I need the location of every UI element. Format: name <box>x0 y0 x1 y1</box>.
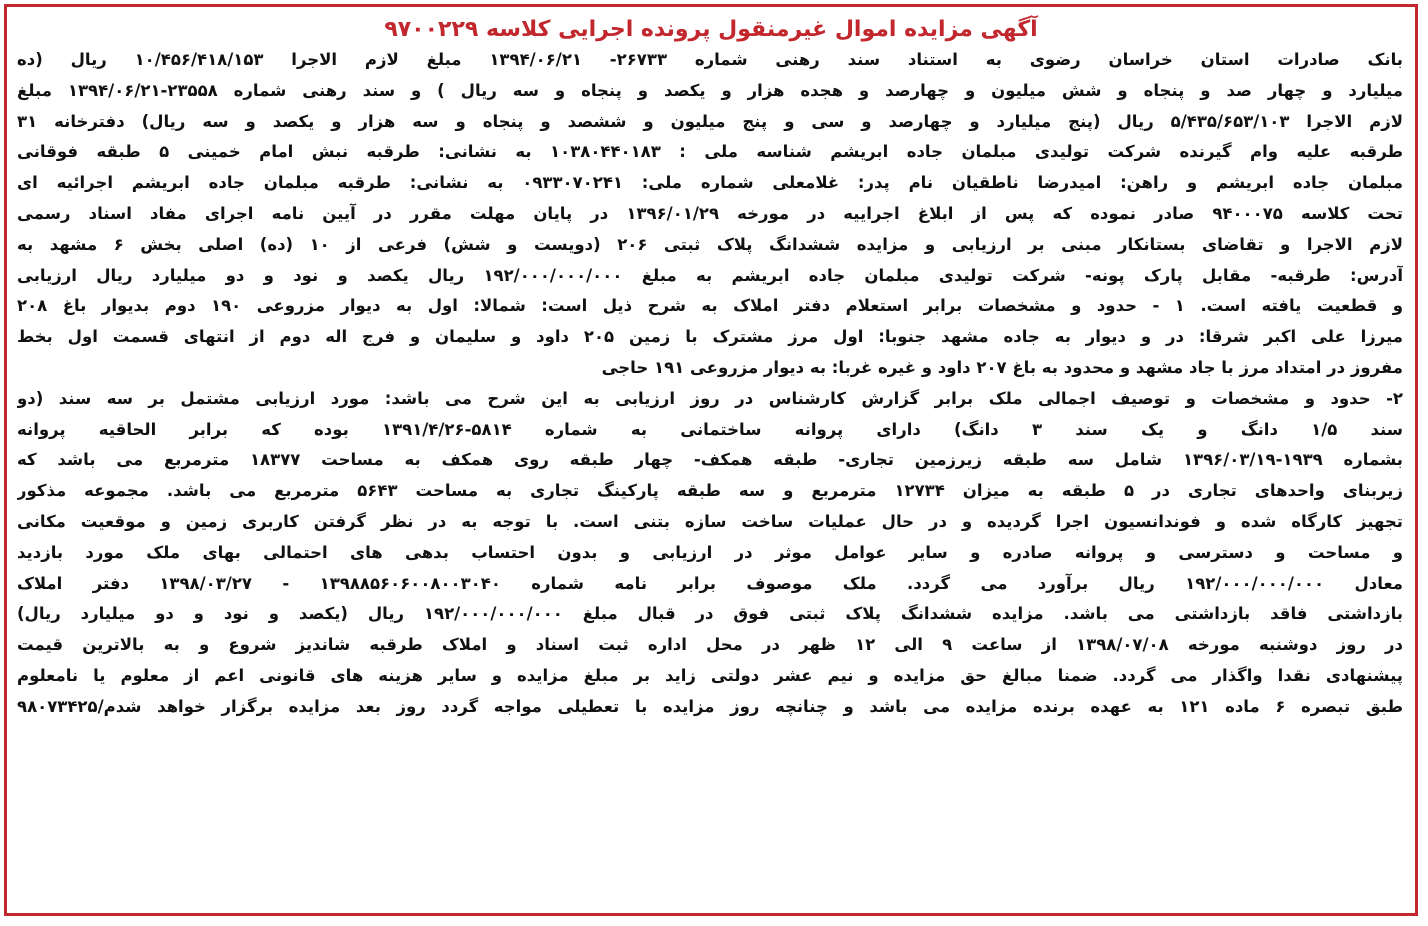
notice-body <box>7 45 1415 723</box>
notice-line-text: طبق تبصره ۶ ماده ۱۲۱ به عهده برنده مزایده می باشد و چنانچه روز مزایده با تعطیلی مواجه گردد روز بعد مزایده برگزار خواهد شد <box>115 696 1403 716</box>
notice-line: ۲- حدود و مشخصات و توصیف اجمالی ملک برابر گزارش کارشناس در روز ارزیابی به این شرح می باشد: مورد ارزیابی مشتمل بر سه سند (دو <box>17 388 1403 408</box>
notice-line: زیربنای واحدهای تجاری در ۵ طبقه به میزان ۱۲۷۳۴ مترمربع و سه طبقه پارکینگ تجاری به مساحت ۵۶۴۳ مترمربع می باشد. مجموعه مذکور <box>17 481 1403 501</box>
notice-line: آدرس: طرقبه- مقابل پارک پونه- شرکت تولیدی مبلمان جاده ابریشم به مبلغ ۱۹۲/۰۰۰/۰۰۰/۰۰۰ ریال یکصد و نود و دو میلیارد ریال ارزیابی <box>17 265 1403 285</box>
notice-line: لازم الاجرا و تقاضای بستانکار مبنی بر ارزیابی و مزایده ششدانگ پلاک ثبتی ۲۰۶ (دویست و شش) فرعی از ۱۰ (ده) اصلی بخش ۶ مشهد به <box>17 234 1403 254</box>
notice-line: در روز دوشنبه مورخه ۱۳۹۸/۰۷/۰۸ از ساعت ۹ الی ۱۲ ظهر در محل اداره ثبت اسناد و املاک طرقبه شاندیز شروع و به بالاترین قیمت <box>17 635 1403 655</box>
notice-line: بشماره ۱۹۳۹-۱۳۹۶/۰۳/۱۹ شامل سه طبقه زیرزمین تجاری- طبقه همکف- چهار طبقه روی همکف به مساحت ۱۸۳۷۷ مترمربع می باشد که <box>17 450 1403 470</box>
auction-notice <box>4 4 1418 916</box>
notice-line: مبلمان جاده ابریشم و راهن: امیدرضا ناطقیان نام پدر: غلامعلی شماره ملی: ۰۹۳۳۰۷۰۲۴۱ به نشانی: طرقبه مبلمان جاده ابریشم اجرائیه ای <box>17 173 1403 193</box>
notice-last-line <box>17 692 1403 723</box>
notice-line: مفروز در امتداد مرز با جاد مشهد و محدود به باغ ۲۰۷ داود و غیره غربا: به دیوار مزروعی ۱۹۱ حاجی <box>601 357 1403 377</box>
notice-line: تجهیز کارگاه شده و فوندانسیون اجرا گردیده و در حال عملیات ساخت سازه بتنی است. با توجه به در نظر گرفتن کاربری زمین و موقعیت مکانی <box>17 511 1403 531</box>
notice-line: و قطعیت یافته است. ۱ - حدود و مشخصات برابر استعلام دفتر املاک به شرح ذیل است: شمالا: اول به دیوار مزروعی ۱۹۰ دوم بدیوار باغ ۲۰۸ <box>17 296 1403 316</box>
notice-line: تحت کلاسه ۹۴۰۰۰۷۵ صادر نموده که پس از ابلاغ اجراییه در مورخه ۱۳۹۶/۰۱/۲۹ در پایان مهلت مقرر در آیین نامه اجرای مفاد اسناد رسمی <box>17 203 1403 223</box>
notice-line: میلیارد و چهار صد و پنجاه و شش میلیون و چهارصد و هجده هزار و یکصد و پنجاه و سه ریال ) و سند رهنی شماره ۲۳۵۵۸-۱۳۹۴/۰۶/۲۱ مبلغ <box>17 80 1403 100</box>
notice-line: سند ۱/۵ دانگ و یک سند ۳ دانگ) دارای پروانه ساختمانی به شماره ۵۸۱۴-۱۳۹۱/۴/۲۶ بوده که برابر الحاقیه پروانه <box>17 419 1403 439</box>
notice-line: پیشنهادی نقدا واگذار می گردد. ضمنا مبالغ حق مزایده و نیم عشر دولتی زاید بر مبلغ مزایده و سایر هزینه های قانونی اعم از معلوم یا نامعلوم <box>17 665 1403 685</box>
notice-line: بانک صادرات استان خراسان رضوی به استناد سند رهنی شماره ۲۶۷۳۳- ۱۳۹۴/۰۶/۲۱ مبلغ لازم الاجرا ۱۰/۴۵۶/۴۱۸/۱۵۳ ریال (ده <box>17 50 1403 69</box>
reference-code: م/۹۸۰۷۳۴۲۵ <box>17 696 116 716</box>
notice-line: لازم الاجرا ۵/۴۳۵/۶۵۳/۱۰۳ ریال (پنج میلیارد و چهارصد و سی و پنج میلیون و ششصد و پنجاه و سه هزار و یکصد و سه ریال) دفترخانه ۳۱ <box>17 111 1403 131</box>
notice-line: معادل ۱۹۲/۰۰۰/۰۰۰/۰۰۰ ریال برآورد می گردد. ملک موصوف برابر نامه شماره ۱۳۹۸۸۵۶۰۶۰۰۸۰۰۳۰۴۰ - ۱۳۹۸/۰۳/۲۷ دفتر املاک <box>17 573 1403 593</box>
notice-line: میرزا علی اکبر شرقا: در و دیوار به جاده مشهد جنوبا: اول مرز مشترک با زمین ۲۰۵ داود و سلیمان و فرج اله دوم از انتهای قسمت اول بخط <box>17 327 1403 347</box>
notice-line: طرقبه علیه وام گیرنده شرکت تولیدی مبلمان جاده ابریشم شناسه ملی : ۱۰۳۸۰۴۴۰۱۸۳ به نشانی: طرقبه نبش امام خمینی ۵ طبقه فوقانی <box>17 142 1403 162</box>
notice-line: و مساحت و دسترسی و پروانه صادره و سایر عوامل موثر در ارزیابی و بدون احتساب بدهی های احتمالی بهای ملک مورد بازدید <box>17 542 1403 562</box>
notice-line: بازداشتی فاقد بازداشتی می باشد. مزایده ششدانگ پلاک ثبتی فوق در قبال مبلغ ۱۹۲/۰۰۰/۰۰۰/۰۰۰ ریال (یکصد و نود و دو میلیارد ریال) <box>17 604 1403 624</box>
notice-title: آگهی مزایده اموال غیرمنقول پرونده اجرایی کلاسه ۹۷۰۰۲۲۹ <box>384 17 1038 42</box>
